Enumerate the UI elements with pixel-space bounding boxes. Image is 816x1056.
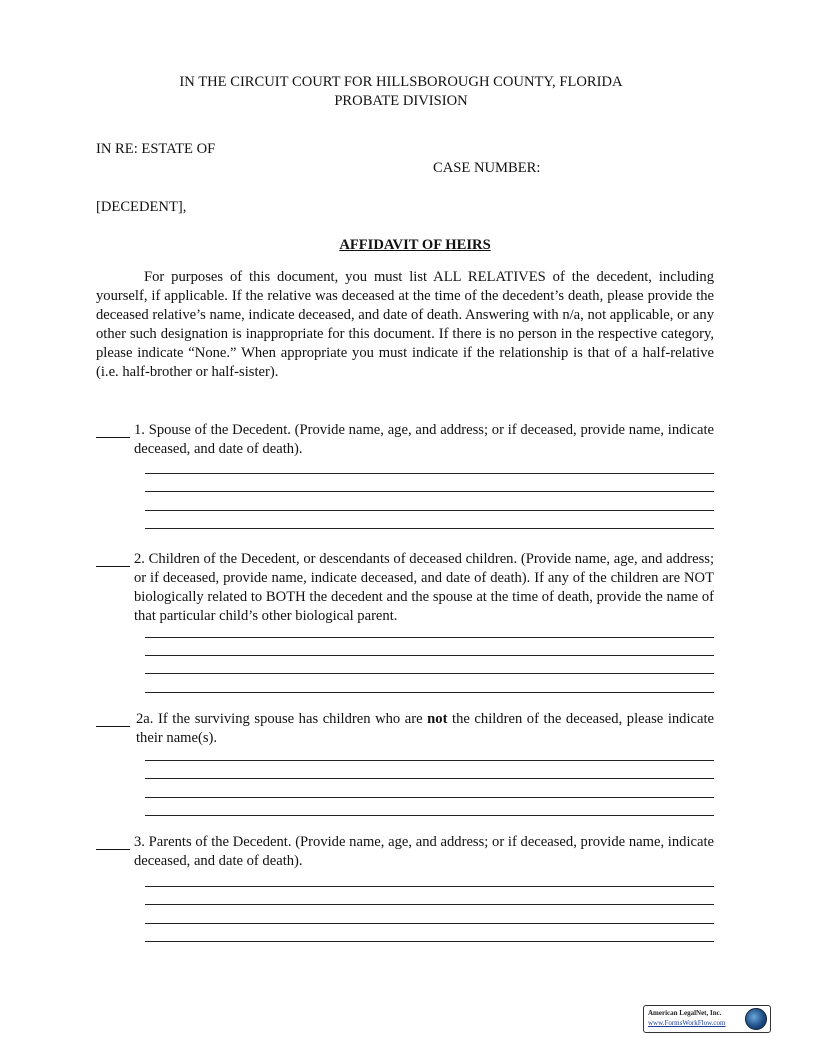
item-2-answer-line-1[interactable] xyxy=(145,637,714,638)
item-2a-answer-line-4[interactable] xyxy=(145,815,714,816)
item-2-answer-line-2[interactable] xyxy=(145,655,714,656)
item-1-description: Spouse of the Decedent. (Provide name, age, and address; or if deceased, provide name, indicate deceased, and date of death). xyxy=(134,422,714,457)
item-2-answer-line-3[interactable] xyxy=(145,673,714,674)
item-3-answer-line-3[interactable] xyxy=(145,923,714,924)
publisher-url[interactable]: www.FormsWorkFlow.com xyxy=(648,1019,726,1027)
item-1-answer-line-3[interactable] xyxy=(145,510,714,511)
item-2a-emphasis: not xyxy=(427,711,448,727)
item-1-answer-line-1[interactable] xyxy=(145,473,714,474)
item-3-checkbox-blank[interactable] xyxy=(96,833,130,850)
court-heading: IN THE CIRCUIT COURT FOR HILLSBOROUGH COUNTY, FLORIDA xyxy=(179,74,623,90)
item-3-answer-line-4[interactable] xyxy=(145,941,714,942)
item-2-checkbox-blank[interactable] xyxy=(96,550,130,567)
item-2-answer-line-4[interactable] xyxy=(145,692,714,693)
item-2-text xyxy=(134,550,714,626)
publisher-name: American LegalNet, Inc. xyxy=(648,1009,722,1017)
item-3-description: Parents of the Decedent. (Provide name, age, and address; or if deceased, provide name, indicate deceased, and date of death). xyxy=(134,834,714,869)
item-1-number: 1. xyxy=(134,422,145,438)
item-2a-text xyxy=(136,710,714,748)
item-3-answer-line-1[interactable] xyxy=(145,886,714,887)
item-2a-text-before: If the surviving spouse has children who are xyxy=(158,711,423,727)
intro-paragraph: For purposes of this document, you must list ALL RELATIVES of the decedent, including yourself, if applicable. If the relative was deceased at the time of the decedent’s death, please provide the deceased relative’s name, indicate deceased, and date of death. Answering with n/a, not applicable, or any other such designation is inappropriate for this document. If there is no person in the respective category, please indicate “None.” When appropriate you must indicate if the relationship is that of a half-relative (i.e. half-brother or half-sister). xyxy=(96,269,714,380)
publisher-logo xyxy=(643,1005,771,1033)
item-2a-number: 2a. xyxy=(136,711,154,727)
item-3-answer-line-2[interactable] xyxy=(145,904,714,905)
item-3-number: 3. xyxy=(134,834,145,850)
document-title: AFFIDAVIT OF HEIRS xyxy=(339,237,491,253)
globe-icon xyxy=(745,1008,767,1030)
item-1-answer-line-4[interactable] xyxy=(145,528,714,529)
item-3-text xyxy=(134,833,714,871)
item-2a-answer-line-3[interactable] xyxy=(145,797,714,798)
item-2a-answer-line-1[interactable] xyxy=(145,760,714,761)
item-1-checkbox-blank[interactable] xyxy=(96,421,130,438)
item-2-number: 2. xyxy=(134,551,145,567)
in-re-label: IN RE: ESTATE OF xyxy=(96,141,216,157)
item-2a-checkbox-blank[interactable] xyxy=(96,710,130,727)
item-2a-answer-line-2[interactable] xyxy=(145,778,714,779)
item-2-description: Children of the Decedent, or descendants of deceased children. (Provide name, age, and address; or if deceased, provide name, indicate deceased, and date of death). If any of the children are NOT biologically related to BOTH the decedent and the spouse at the time of death, provide the name of that particular child’s other biological parent. xyxy=(134,551,714,624)
item-1-text xyxy=(134,421,714,459)
item-1-answer-line-2[interactable] xyxy=(145,491,714,492)
item-2a-text-after: the children of the deceased, please indicate their name(s). xyxy=(136,711,715,746)
case-number-label: CASE NUMBER: xyxy=(433,160,541,176)
division-heading: PROBATE DIVISION xyxy=(334,93,468,109)
decedent-label: [DECEDENT], xyxy=(96,199,187,215)
